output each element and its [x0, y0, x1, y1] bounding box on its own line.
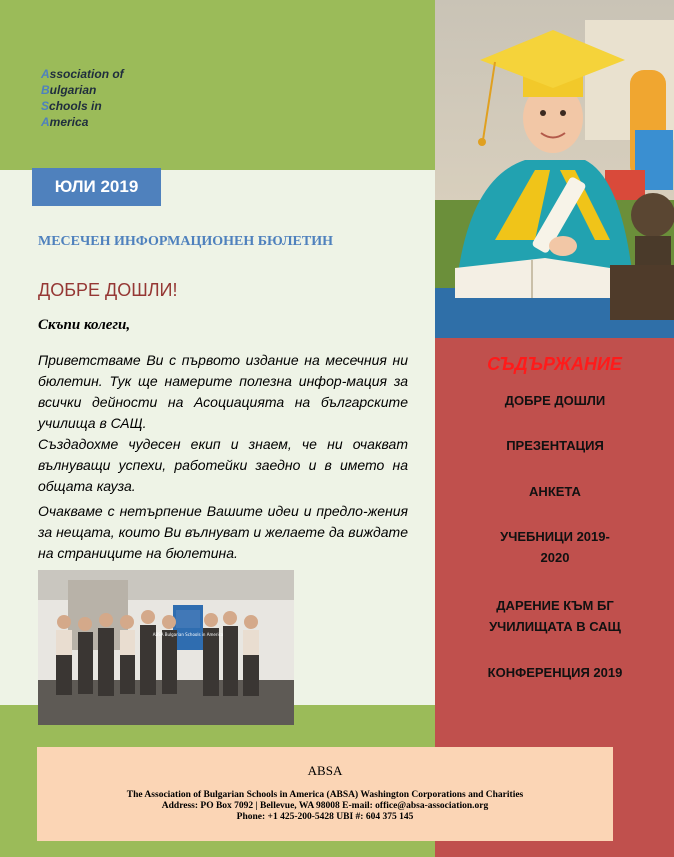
- hero-photo: [435, 0, 674, 338]
- team-banner-text: ABSA Bulgarian Schools in America: [152, 632, 224, 637]
- team-group-illustration: [38, 570, 294, 725]
- graduate-child-illustration: [435, 0, 674, 338]
- footer-phone: Phone: +1 425-200-5428 UBI #: 604 375 145: [236, 812, 414, 822]
- toc-item-survey[interactable]: АНКЕТА: [529, 484, 581, 499]
- logo-line: Bulgarian: [41, 83, 97, 97]
- intro-paragraph: Приветстваме Ви с първото издание на месечния ни бюлетин. Тук ще намерите полезна инфор-мация за всички дейности на Асоциацията на българските училища в САЩ.: [38, 352, 408, 431]
- toc-item-presentation[interactable]: ПРЕЗЕНТАЦИЯ: [506, 438, 604, 453]
- footer-address: Address: PO Box 7092 | Bellevue, WA 98008 E-mail: office@absa-association.org: [161, 801, 489, 811]
- toc-title: СЪДЪРЖАНИЕ: [487, 354, 622, 374]
- team-photo: [38, 570, 294, 725]
- toc-item-donation[interactable]: ДАРЕНИЕ КЪМ БГ УЧИЛИЩАТА В САЩ: [489, 598, 621, 634]
- toc-item-welcome[interactable]: ДОБРЕ ДОШЛИ: [504, 393, 606, 408]
- toc-item-textbooks[interactable]: УЧЕБНИЦИ 2019- 2020: [500, 529, 610, 565]
- toc-item-conference[interactable]: КОНФЕРЕНЦИЯ 2019: [487, 665, 623, 680]
- team-paragraph: Създадохме чудесен екип и знаем, че ни очакват вълнуващи успехи, работейки заедно и в името на общата кауза.: [38, 436, 408, 494]
- logo-line: Association of: [41, 67, 124, 81]
- logo-line: America: [41, 115, 89, 129]
- logo-line: Schools in: [41, 99, 102, 113]
- footer-org-name: ABSA: [307, 763, 343, 778]
- welcome-heading: ДОБРЕ ДОШЛИ!: [38, 280, 178, 300]
- greeting: Скъпи колеги,: [38, 317, 131, 333]
- bulletin-title: МЕСЕЧЕН ИНФОРМАЦИОНЕН БЮЛЕТИН: [38, 234, 333, 249]
- footer-org-description: The Association of Bulgarian Schools in America (ABSA) Washington Corporations and Charities: [126, 790, 524, 800]
- association-logo: [41, 66, 124, 130]
- footer-contact-box: [37, 747, 613, 841]
- ideas-paragraph: Очакваме с нетърпение Вашите идеи и предло-жения за нещата, които Ви вълнуват и желаете да виждате на страниците на бюлетина.: [38, 503, 408, 561]
- issue-date-badge: ЮЛИ 2019: [32, 168, 161, 206]
